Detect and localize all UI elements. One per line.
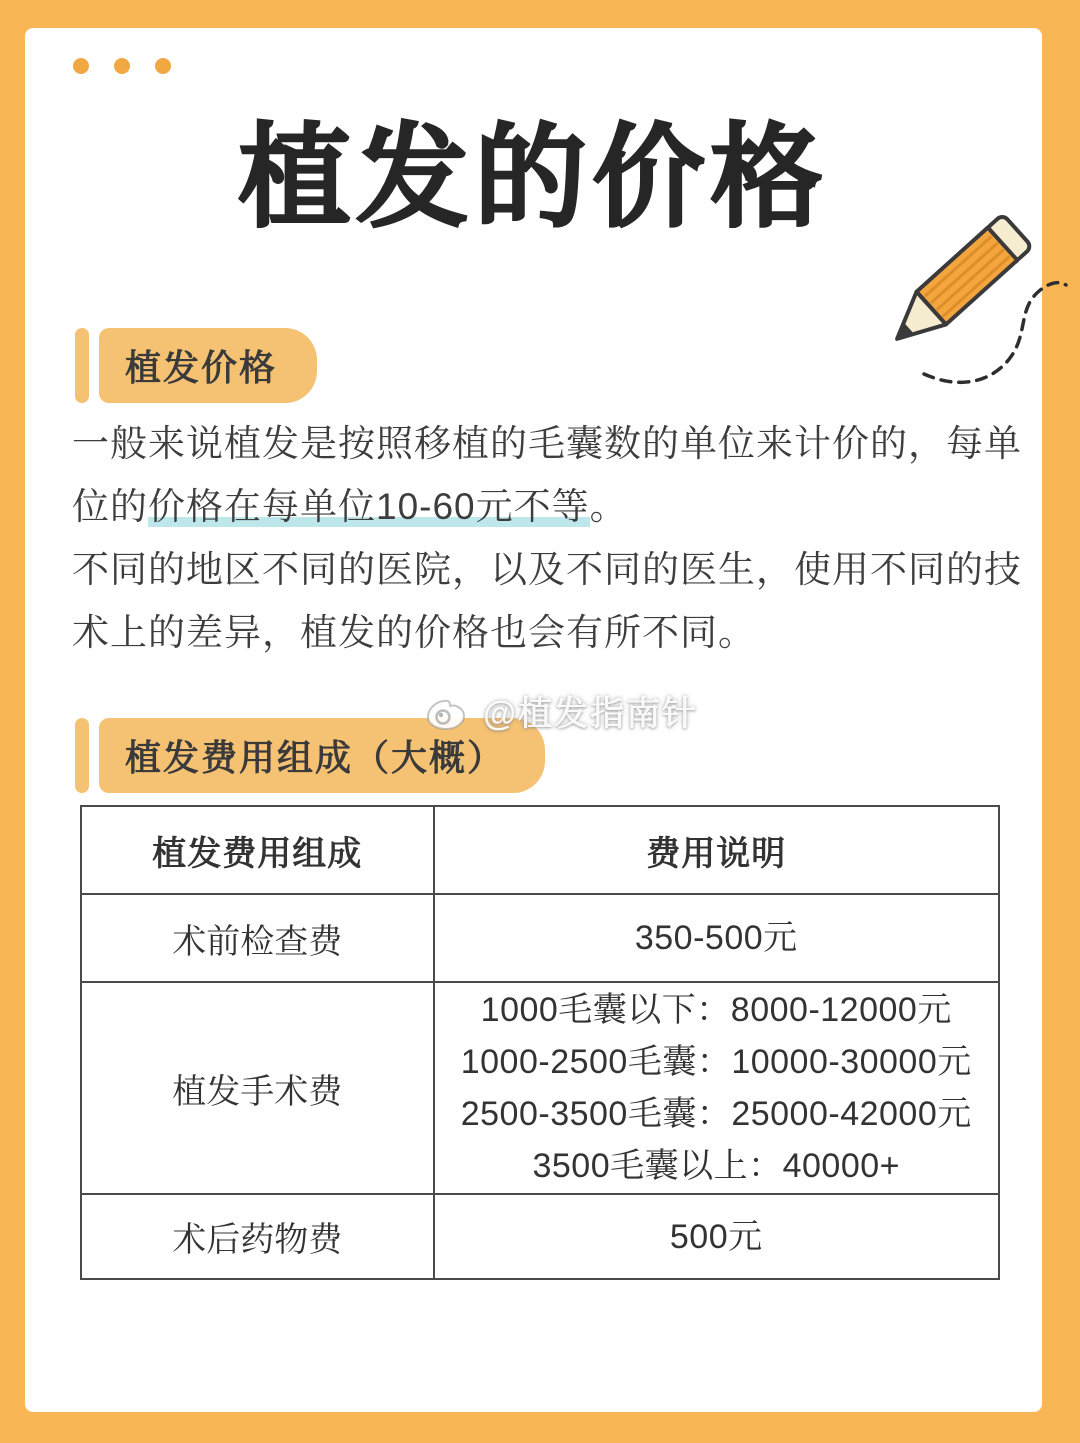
intro-line: 术上的差异，植发的价格也会有所不同。 (72, 612, 756, 653)
badge-label: 植发价格 (99, 328, 317, 403)
desc-cell (434, 894, 1000, 982)
table-row (81, 894, 999, 982)
watermark-handle: @植发指南针 (483, 695, 699, 733)
highlighted-price-range: 价格在每单位10-60元不等 (148, 486, 590, 527)
page-title: 植发的价格 (238, 115, 829, 240)
desc-line: 1000毛囊以下：8000-12000元 (480, 991, 952, 1029)
pencil-icon (880, 198, 1080, 408)
desc-line: 2500-3500毛囊：25000-42000元 (460, 1095, 972, 1133)
section-badge-price (75, 328, 317, 403)
badge-bar (75, 328, 89, 403)
item-cell: 术前检查费 (81, 894, 434, 982)
table-row (81, 982, 999, 1194)
badge-bar (75, 718, 89, 793)
desc-line: 1000-2500毛囊：10000-30000元 (460, 1043, 972, 1081)
desc-cell (434, 1194, 1000, 1279)
desc-line: 350-500元 (634, 919, 798, 957)
table-row (81, 1194, 999, 1279)
section-badge-composition (75, 718, 545, 793)
costs-table (80, 805, 1000, 1280)
table-header-desc: 费用说明 (434, 806, 1000, 894)
intro-line: 不同的地区不同的医院，以及不同的医生，使用不同的技 (72, 549, 1022, 590)
badge-label: 植发费用组成（大概） (99, 718, 545, 793)
decor-dots (73, 58, 171, 74)
intro-line: 位的价格在每单位10-60元不等。 (72, 486, 628, 527)
intro-paragraph (72, 412, 1022, 664)
table-header-row (81, 806, 999, 894)
table-header-item: 植发费用组成 (81, 806, 434, 894)
desc-line: 500元 (669, 1217, 763, 1256)
desc-line: 3500毛囊以上：40000+ (532, 1147, 901, 1185)
item-cell: 植发手术费 (81, 982, 434, 1194)
intro-line: 一般来说植发是按照移植的毛囊数的单位来计价的，每单 (72, 423, 1022, 464)
dot-icon (155, 58, 171, 74)
dot-icon (114, 58, 130, 74)
dot-icon (73, 58, 89, 74)
desc-cell (434, 982, 1000, 1194)
item-cell: 术后药物费 (81, 1194, 434, 1279)
content-card (25, 28, 1042, 1412)
